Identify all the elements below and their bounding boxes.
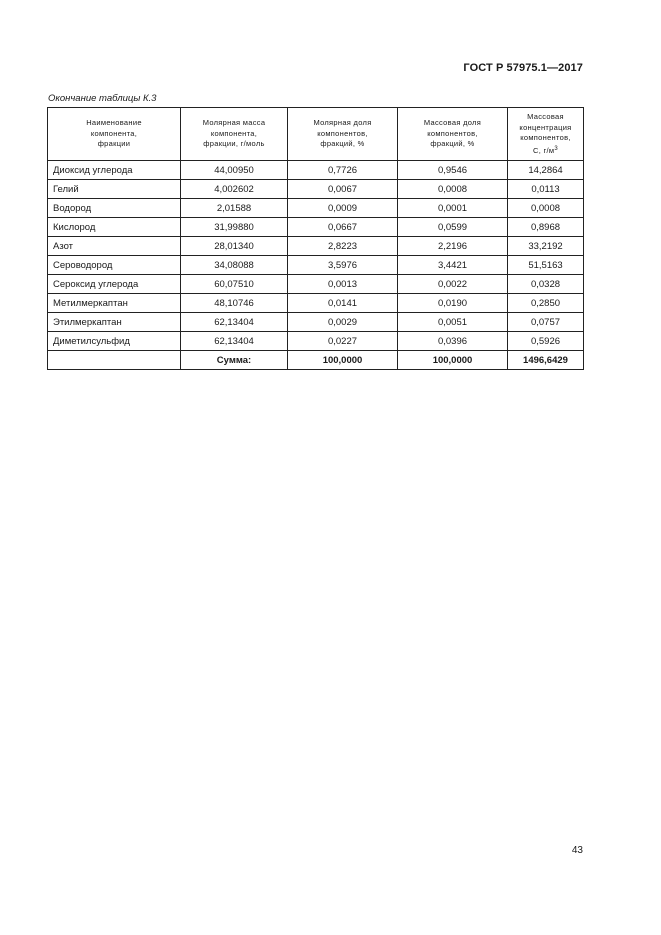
value-cell: 2,8223 — [288, 237, 398, 256]
component-name-cell: Этилмеркаптан — [48, 313, 181, 332]
value-cell: 0,0022 — [398, 275, 508, 294]
value-cell: 48,10746 — [181, 294, 288, 313]
value-cell: 62,13404 — [181, 313, 288, 332]
value-cell: 0,0113 — [508, 180, 584, 199]
table-caption: Окончание таблицы К.3 — [48, 93, 157, 104]
total-mole-fraction-cell: 100,0000 — [288, 351, 398, 370]
value-cell: 0,0029 — [288, 313, 398, 332]
component-name-cell: Водород — [48, 199, 181, 218]
value-cell: 0,0599 — [398, 218, 508, 237]
value-cell: 0,9546 — [398, 161, 508, 180]
table-total-row — [48, 351, 584, 370]
value-cell: 14,2864 — [508, 161, 584, 180]
table-row — [48, 199, 584, 218]
table-row — [48, 294, 584, 313]
value-cell: 44,00950 — [181, 161, 288, 180]
component-name-cell: Диоксид углерода — [48, 161, 181, 180]
value-cell: 0,0051 — [398, 313, 508, 332]
value-cell: 0,0667 — [288, 218, 398, 237]
value-cell: 0,0013 — [288, 275, 398, 294]
value-cell: 51,5163 — [508, 256, 584, 275]
value-cell: 0,2850 — [508, 294, 584, 313]
value-cell: 2,01588 — [181, 199, 288, 218]
value-cell: 31,99880 — [181, 218, 288, 237]
value-cell: 0,5926 — [508, 332, 584, 351]
value-cell: 0,0001 — [398, 199, 508, 218]
value-cell: 0,0009 — [288, 199, 398, 218]
value-cell: 28,01340 — [181, 237, 288, 256]
column-header-molar-mass: Молярная масса компонента, фракции, г/моль — [181, 108, 288, 161]
value-cell: 0,0757 — [508, 313, 584, 332]
value-cell: 0,0008 — [398, 180, 508, 199]
total-mass-fraction-cell: 100,0000 — [398, 351, 508, 370]
value-cell: 0,0227 — [288, 332, 398, 351]
unit-superscript: 3 — [554, 145, 558, 152]
table-row — [48, 161, 584, 180]
value-cell: 0,0067 — [288, 180, 398, 199]
component-name-cell: Сероксид углерода — [48, 275, 181, 294]
value-cell: 0,7726 — [288, 161, 398, 180]
value-cell: 0,0141 — [288, 294, 398, 313]
table-row — [48, 313, 584, 332]
table-row — [48, 275, 584, 294]
table-header-row — [48, 108, 584, 161]
components-table — [47, 107, 584, 370]
table-row — [48, 332, 584, 351]
component-name-cell: Сероводород — [48, 256, 181, 275]
component-name-cell: Азот — [48, 237, 181, 256]
table-row — [48, 180, 584, 199]
page-number: 43 — [571, 845, 583, 856]
value-cell: 4,002602 — [181, 180, 288, 199]
total-label-cell: Сумма: — [181, 351, 288, 370]
value-cell: 60,07510 — [181, 275, 288, 294]
column-header-mass-concentration: Массовая концентрация компонентов, C, $г/м^3$ — [508, 108, 584, 161]
value-cell: 0,0328 — [508, 275, 584, 294]
component-name-cell: Диметилсульфид — [48, 332, 181, 351]
value-cell: 0,0190 — [398, 294, 508, 313]
value-cell: 62,13404 — [181, 332, 288, 351]
table-row — [48, 237, 584, 256]
value-cell: 3,5976 — [288, 256, 398, 275]
value-cell: 3,4421 — [398, 256, 508, 275]
table-body — [48, 161, 584, 370]
value-cell: 34,08088 — [181, 256, 288, 275]
component-name-cell: Гелий — [48, 180, 181, 199]
value-cell: 33,2192 — [508, 237, 584, 256]
column-header-mole-fraction: Молярная доля компонентов, фракций, % — [288, 108, 398, 161]
document-code: ГОСТ Р 57975.1—2017 — [463, 62, 583, 74]
table-row — [48, 256, 584, 275]
column-header-component: Наименование компонента, фракции — [48, 108, 181, 161]
value-cell: 0,0008 — [508, 199, 584, 218]
value-cell: 0,8968 — [508, 218, 584, 237]
total-concentration-cell: 1496,6429 — [508, 351, 584, 370]
component-name-cell: Кислород — [48, 218, 181, 237]
component-name-cell: Метилмеркаптан — [48, 294, 181, 313]
value-cell: 0,0396 — [398, 332, 508, 351]
total-empty-cell — [48, 351, 181, 370]
value-cell: 2,2196 — [398, 237, 508, 256]
column-header-mass-fraction: Массовая доля компонентов, фракций, % — [398, 108, 508, 161]
table-row — [48, 218, 584, 237]
